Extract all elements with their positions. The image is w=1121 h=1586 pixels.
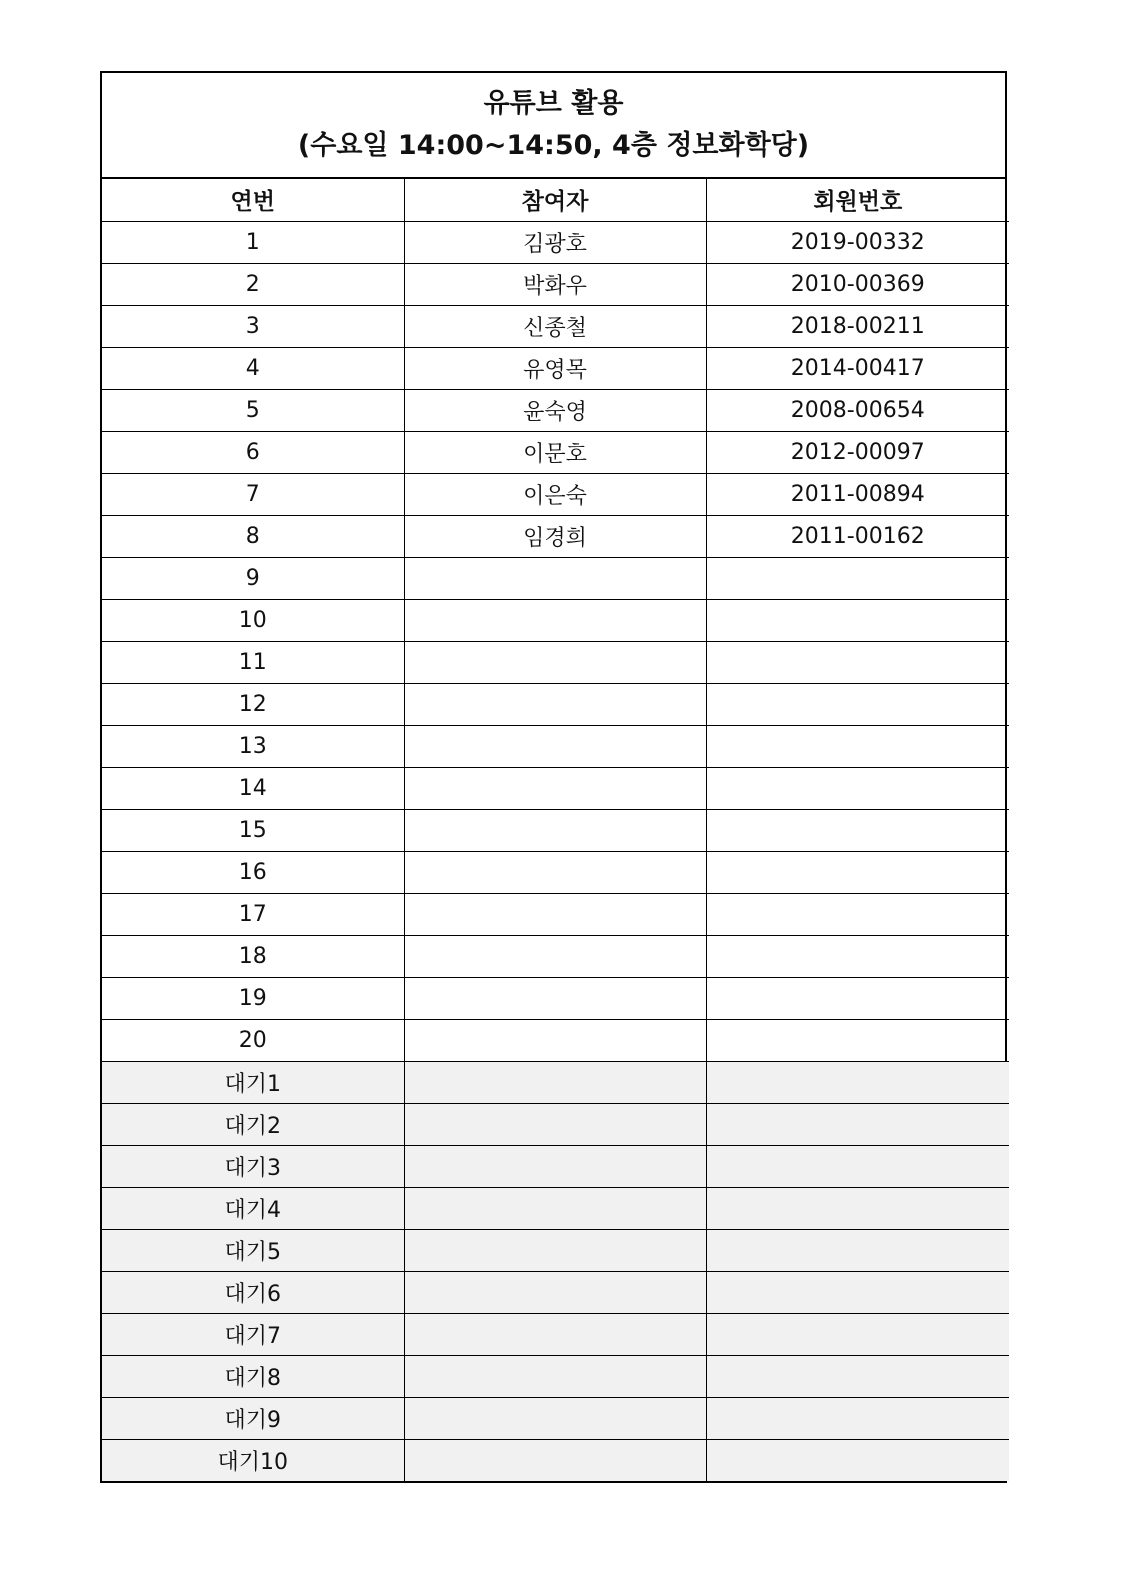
participant-name-cell [404,1355,706,1397]
title-block [102,73,1005,179]
participant-name-cell [404,1313,706,1355]
member-number-cell [706,935,1009,977]
table-row [102,221,1009,263]
participant-name-cell: 신종철 [404,305,706,347]
serial-number-cell: 14 [102,767,404,809]
table-row [102,725,1009,767]
table-row [102,851,1009,893]
table-row [102,515,1009,557]
member-number-cell [706,1145,1009,1187]
member-number-cell: 2014-00417 [706,347,1009,389]
table-row [102,557,1009,599]
table-body [102,221,1009,1481]
table-row [102,263,1009,305]
member-number-cell: 2012-00097 [706,431,1009,473]
member-number-cell: 2011-00162 [706,515,1009,557]
serial-number-cell: 대기3 [102,1145,404,1187]
table-row [102,1019,1009,1061]
participant-name-cell [404,599,706,641]
serial-number-cell: 8 [102,515,404,557]
member-number-cell [706,557,1009,599]
participant-name-cell [404,1103,706,1145]
participant-name-cell [404,1145,706,1187]
participant-name-cell: 이문호 [404,431,706,473]
member-number-cell: 2008-00654 [706,389,1009,431]
member-number-cell [706,767,1009,809]
member-number-cell [706,1313,1009,1355]
header-serial-number: 연번 [230,189,275,216]
participant-table [102,179,1009,1481]
table-row [102,641,1009,683]
member-number-cell [706,683,1009,725]
member-number-cell: 2018-00211 [706,305,1009,347]
table-row [102,683,1009,725]
member-number-cell [706,893,1009,935]
table-row [102,1271,1009,1313]
participant-name-cell [404,977,706,1019]
serial-number-cell: 10 [102,599,404,641]
serial-number-cell: 1 [102,221,404,263]
participant-name-cell: 김광호 [404,221,706,263]
serial-number-cell: 5 [102,389,404,431]
member-number-cell [706,1271,1009,1313]
table-row [102,1229,1009,1271]
participant-name-cell: 임경희 [404,515,706,557]
participant-name-cell [404,1187,706,1229]
serial-number-cell: 6 [102,431,404,473]
member-number-cell [706,1019,1009,1061]
table-row [102,977,1009,1019]
table-row [102,1061,1009,1103]
participant-name-cell [404,809,706,851]
participant-name-cell [404,1271,706,1313]
participant-name-cell [404,725,706,767]
member-number-cell [706,599,1009,641]
serial-number-cell: 대기9 [102,1397,404,1439]
table-row [102,1187,1009,1229]
serial-number-cell: 18 [102,935,404,977]
table-row [102,935,1009,977]
participant-name-cell [404,851,706,893]
member-number-cell [706,1229,1009,1271]
serial-number-cell: 대기8 [102,1355,404,1397]
serial-number-cell: 대기10 [102,1439,404,1481]
page-title: 유튜브 활용 [483,88,624,119]
member-number-cell [706,1355,1009,1397]
table-row [102,1313,1009,1355]
participant-name-cell: 윤숙영 [404,389,706,431]
table-row [102,347,1009,389]
serial-number-cell: 15 [102,809,404,851]
table-row [102,305,1009,347]
participant-name-cell: 이은숙 [404,473,706,515]
participant-name-cell [404,935,706,977]
table-row [102,1439,1009,1481]
member-number-cell [706,1187,1009,1229]
table-row [102,893,1009,935]
participant-name-cell [404,683,706,725]
serial-number-cell: 대기5 [102,1229,404,1271]
member-number-cell [706,1061,1009,1103]
participant-name-cell [404,1019,706,1061]
serial-number-cell: 대기2 [102,1103,404,1145]
serial-number-cell: 2 [102,263,404,305]
participant-name-cell [404,1439,706,1481]
header-member-number: 회원번호 [706,179,1009,221]
participant-name-cell [404,767,706,809]
serial-number-cell: 4 [102,347,404,389]
participant-name-cell [404,1061,706,1103]
table-row [102,809,1009,851]
serial-number-cell: 16 [102,851,404,893]
participant-name-cell [404,641,706,683]
member-number-cell [706,977,1009,1019]
serial-number-cell: 대기7 [102,1313,404,1355]
table-row [102,1103,1009,1145]
table-row [102,1397,1009,1439]
participant-name-cell: 박화우 [404,263,706,305]
participant-name-cell [404,1397,706,1439]
participant-name-cell [404,1229,706,1271]
table-row [102,1145,1009,1187]
session-schedule: (수요일 14:00~14:50, 4층 정보화학당) [297,130,810,161]
header-participant: 참여자 [404,179,706,221]
table-row [102,389,1009,431]
member-number-cell: 2019-00332 [706,221,1009,263]
serial-number-cell: 대기4 [102,1187,404,1229]
serial-number-cell: 11 [102,641,404,683]
member-number-cell: 2011-00894 [706,473,1009,515]
serial-number-cell: 13 [102,725,404,767]
member-number-cell: 2010-00369 [706,263,1009,305]
serial-number-cell: 19 [102,977,404,1019]
header-row [102,179,1009,221]
member-number-cell [706,1439,1009,1481]
table-row [102,599,1009,641]
member-number-cell [706,809,1009,851]
serial-number-cell: 17 [102,893,404,935]
serial-number-cell: 9 [102,557,404,599]
table-row [102,431,1009,473]
serial-number-cell: 대기1 [102,1061,404,1103]
serial-number-cell: 12 [102,683,404,725]
serial-number-cell: 20 [102,1019,404,1061]
table-row [102,1355,1009,1397]
member-number-cell [706,1397,1009,1439]
member-number-cell [706,641,1009,683]
member-number-cell [706,851,1009,893]
participant-name-cell [404,893,706,935]
serial-number-cell: 대기6 [102,1271,404,1313]
participant-name-cell [404,557,706,599]
participant-name-cell: 유영목 [404,347,706,389]
serial-number-cell: 7 [102,473,404,515]
member-number-cell [706,725,1009,767]
roster-sheet [100,71,1007,1483]
table-row [102,767,1009,809]
table-row [102,473,1009,515]
serial-number-cell: 3 [102,305,404,347]
member-number-cell [706,1103,1009,1145]
